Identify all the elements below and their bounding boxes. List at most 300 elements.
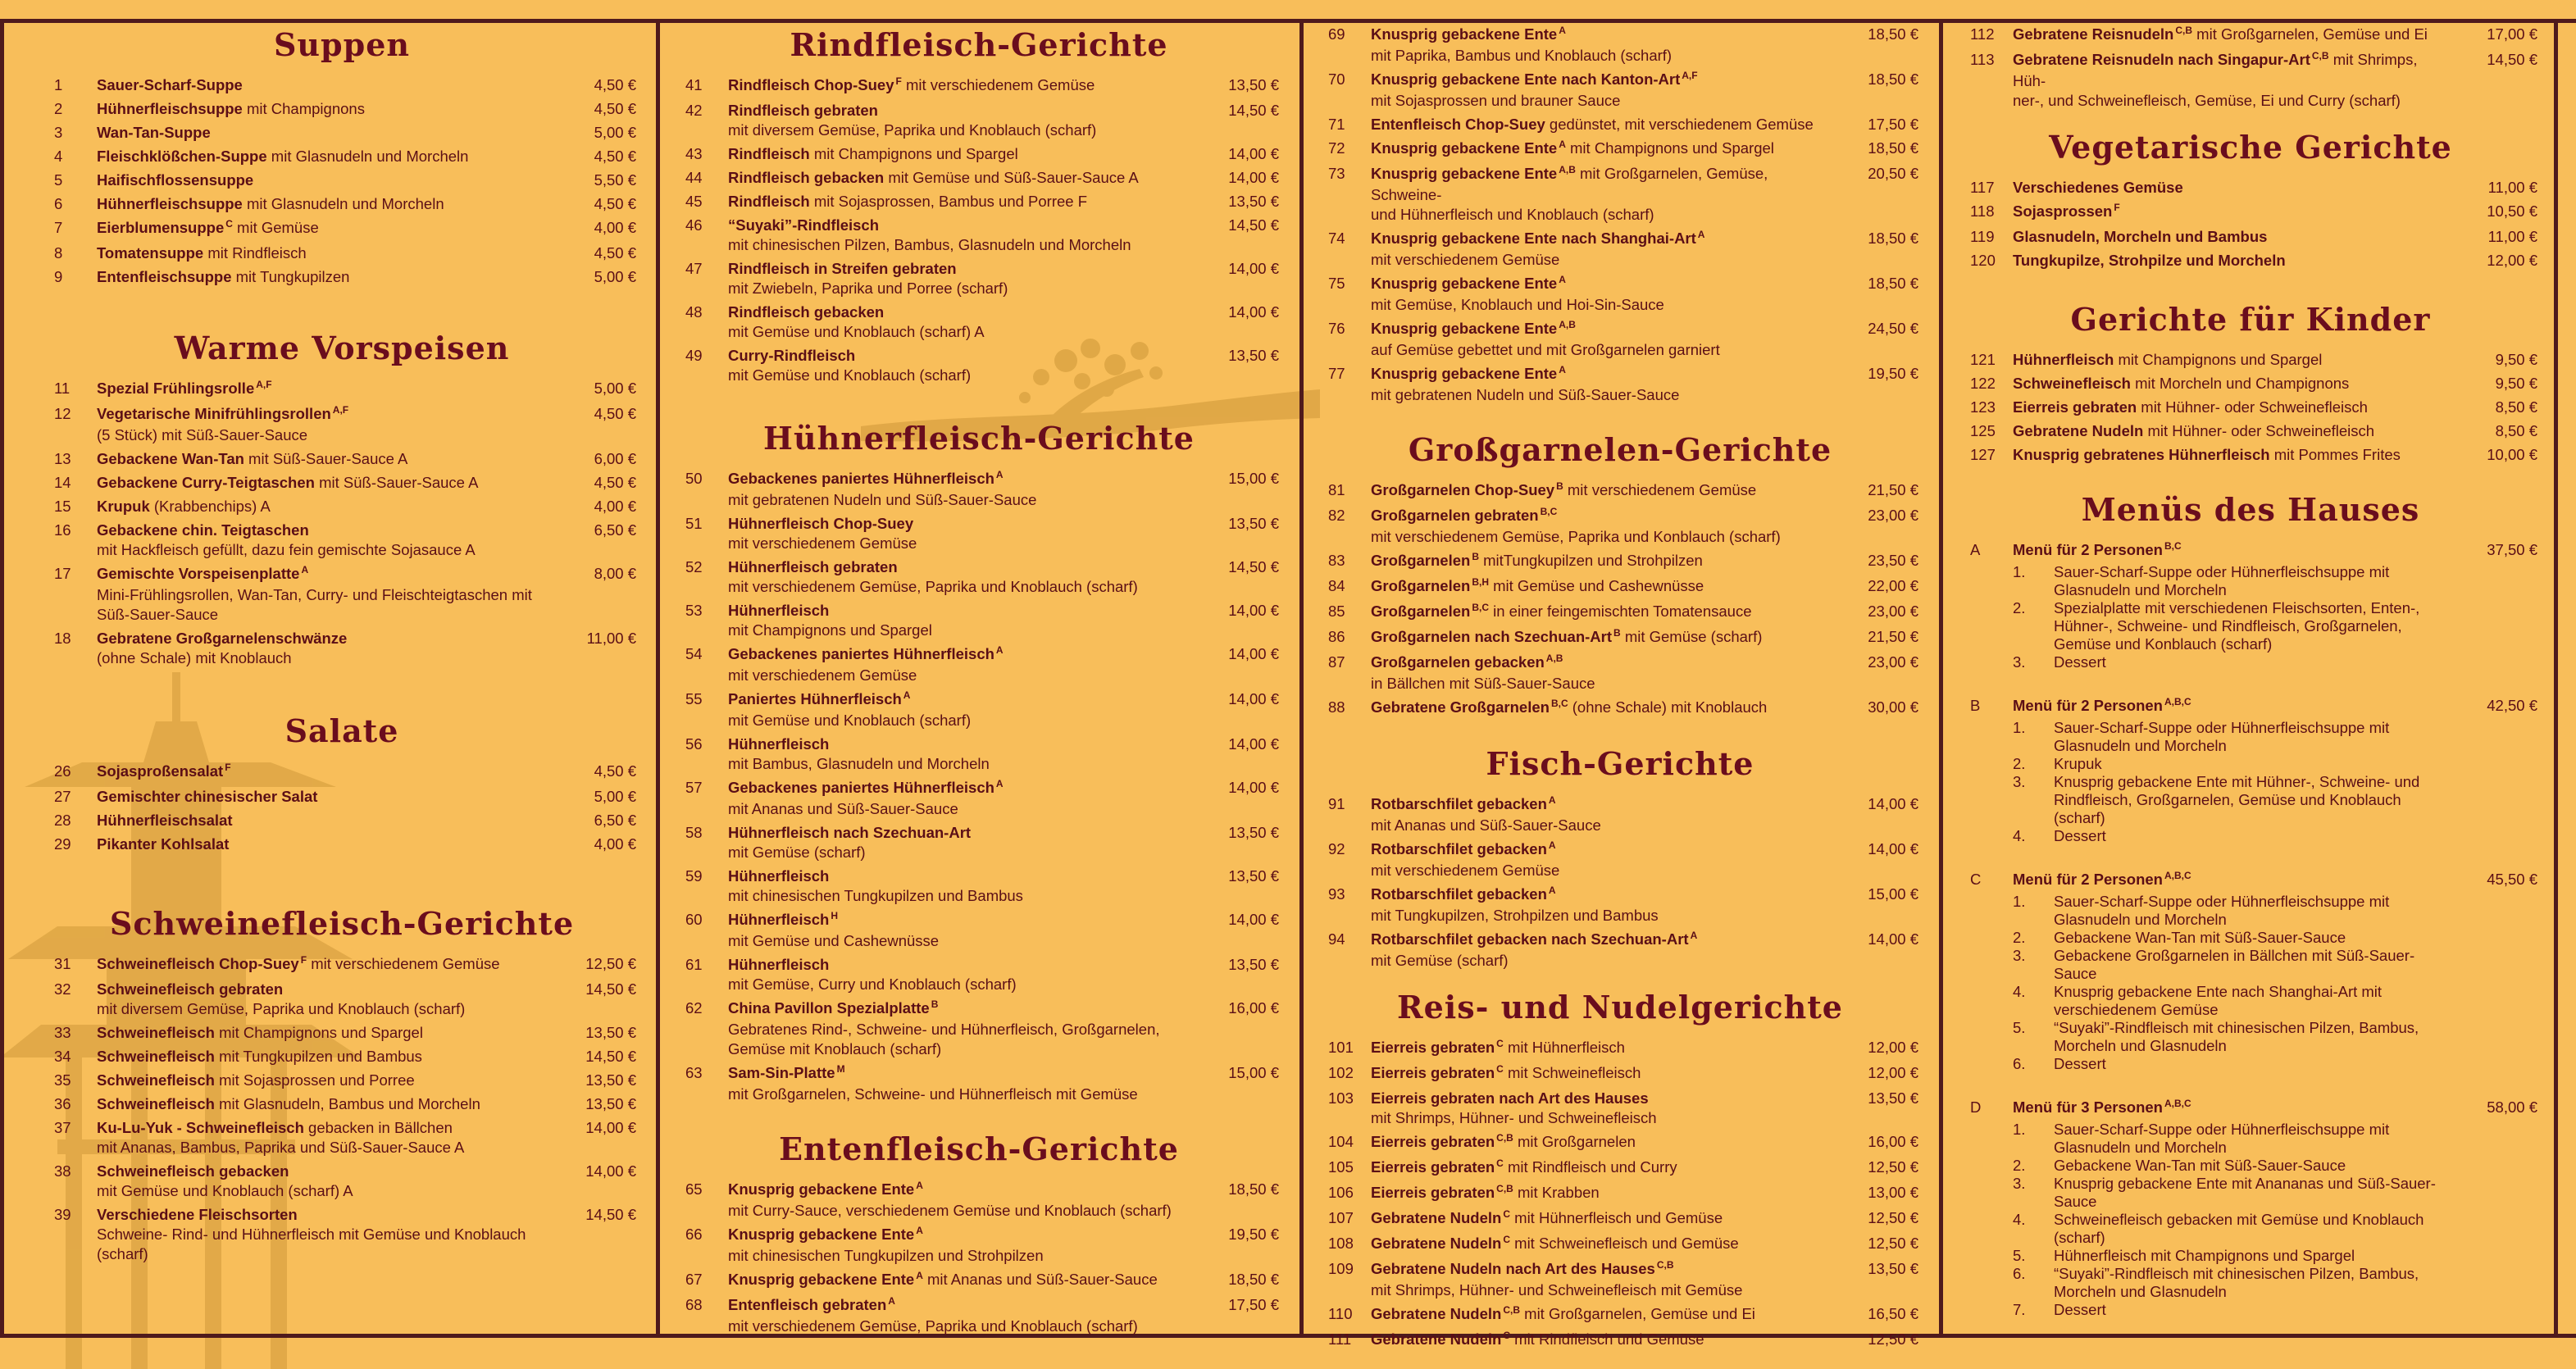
item-text: [97, 811, 546, 830]
item-allergen-tags: B,C: [2164, 540, 2182, 552]
item-name: Schweinefleisch gebacken: [97, 1162, 289, 1180]
menu-item: [1322, 1038, 1918, 1059]
item-name: Rotbarschfilet gebacken: [1371, 795, 1547, 812]
menu-courses: [2013, 563, 2447, 671]
item-text: [2013, 540, 2447, 671]
course-number: 6.: [2013, 1055, 2026, 1072]
item-price: 8,50 €: [2495, 398, 2537, 416]
item-name: Hühnerfleisch Chop-Suey: [728, 515, 914, 532]
item-allergen-tags: C: [225, 218, 233, 230]
item-detail: mit Gemüse und Süß-Sauer-Sauce A: [888, 169, 1139, 186]
item-allergen-tags: A: [916, 1270, 923, 1281]
item-price: 13,50 €: [1228, 193, 1279, 210]
item-text: [97, 1071, 546, 1090]
menu-course: [2013, 719, 2447, 755]
item-price: 12,00 €: [2487, 252, 2537, 269]
item-allergen-tags: F: [225, 762, 231, 773]
item-allergen-tags: B,C: [1550, 698, 1568, 709]
item-number: 37: [54, 1119, 71, 1136]
item-text: [728, 955, 1189, 994]
item-detail: mit Tungkupilzen und Bambus: [219, 1048, 422, 1065]
item-text: [97, 379, 546, 400]
item-allergen-tags: C: [1503, 1330, 1511, 1341]
item-name: Gebackene Curry-Teigtaschen: [97, 474, 315, 491]
item-text: [1371, 839, 1828, 880]
item-text: [2013, 421, 2447, 441]
item-text: [97, 521, 546, 560]
menu-item: [1322, 364, 1918, 405]
item-number: 76: [1328, 320, 1345, 337]
item-detail: mit Hühnerfleisch und Gemüse: [1514, 1209, 1723, 1226]
item-name: Gemischter chinesischer Salat: [97, 788, 318, 805]
item-text: [1371, 1259, 1828, 1300]
item-text: [1371, 1038, 1828, 1059]
item-detail: in einer feingemischten Tomatensauce: [1493, 603, 1752, 620]
item-allergen-tags: C,B: [2175, 25, 2193, 36]
item-name: Gemischte Vorspeisenplatte: [97, 565, 300, 582]
item-name: Rotbarschfilet gebacken: [1371, 885, 1547, 903]
item-name: Schweinefleisch: [97, 1071, 215, 1089]
menu-item: [48, 473, 636, 493]
item-detail: mit Morcheln und Champignons: [2135, 375, 2350, 392]
menu-course: [2013, 773, 2447, 827]
item-number: 68: [685, 1296, 703, 1313]
item-price: 12,00 €: [1868, 1064, 1918, 1081]
item-number: 58: [685, 824, 703, 841]
course-number: 7.: [2013, 1301, 2026, 1318]
item-price: 13,50 €: [585, 1095, 636, 1112]
item-name: Eierreis gebraten: [2013, 398, 2137, 416]
item-price: 13,50 €: [585, 1071, 636, 1089]
item-text: [2013, 398, 2447, 417]
item-text: [1371, 885, 1828, 926]
menu-item: [1964, 696, 2537, 845]
menu-item: [679, 689, 1279, 730]
section-title: Schweinefleisch-Gerichte: [109, 905, 575, 942]
menu-item: [1322, 1063, 1918, 1085]
item-number: 7: [54, 219, 63, 236]
item-price: 23,00 €: [1868, 507, 1918, 524]
item-name: Paniertes Hühnerfleisch: [728, 690, 902, 707]
item-description: mit Gemüse und Knoblauch (scharf) A: [728, 323, 985, 340]
item-number: 86: [1328, 628, 1345, 645]
item-text: [1371, 1208, 1828, 1230]
item-text: [2013, 350, 2447, 370]
item-text: [1371, 229, 1828, 270]
menu-course: [2013, 1121, 2447, 1157]
item-number: 48: [685, 303, 703, 321]
item-text: [728, 689, 1189, 730]
item-allergen-tags: A: [1559, 25, 1566, 36]
item-number: 49: [685, 347, 703, 364]
item-text: [728, 1270, 1189, 1291]
item-name: Gebackene chin. Teigtaschen: [97, 521, 309, 539]
item-name: Hühnerfleischsalat: [97, 812, 233, 829]
item-text: [1371, 115, 1828, 134]
item-text: [728, 823, 1189, 862]
item-number: 34: [54, 1048, 71, 1065]
item-allergen-tags: C,B: [1656, 1259, 1674, 1271]
item-number: 108: [1328, 1235, 1354, 1252]
menu-item: [679, 1180, 1279, 1221]
item-description: mit verschiedenem Gemüse: [728, 534, 917, 552]
item-number: 82: [1328, 507, 1345, 524]
course-text: Krupuk: [2054, 755, 2102, 772]
menu-item: [1964, 350, 2537, 370]
menu-item: [1964, 421, 2537, 441]
section-title: Hühnerfleisch-Gerichte: [763, 420, 1195, 457]
item-price: 9,50 €: [2495, 375, 2537, 392]
item-text: [1371, 319, 1828, 360]
course-number: 3.: [2013, 773, 2026, 790]
menu-item: [679, 192, 1279, 211]
menu-course: [2013, 947, 2447, 983]
item-price: 14,00 €: [585, 1119, 636, 1136]
item-allergen-tags: A,B,C: [2164, 1098, 2191, 1109]
item-text: [728, 168, 1189, 188]
menu-item: [1964, 25, 2537, 46]
item-allergen-tags: B,C: [1472, 602, 1489, 613]
item-text: [728, 1225, 1189, 1266]
course-text: Sauer-Scharf-Suppe oder Hühnerfleischsuppe mit Glasnudeln und Morcheln: [2054, 1121, 2390, 1156]
item-number: 36: [54, 1095, 71, 1112]
item-name: Gebratene Reisnudeln: [2013, 25, 2174, 43]
menu-courses: [2013, 893, 2447, 1073]
item-number: 70: [1328, 70, 1345, 88]
item-name: Gebratene Reisnudeln nach Singapur-Art: [2013, 51, 2310, 68]
item-number: 12: [54, 405, 71, 422]
item-price: 14,00 €: [1228, 690, 1279, 707]
item-text: [728, 514, 1189, 553]
menu-item: [679, 346, 1279, 385]
item-price: 18,50 €: [1868, 139, 1918, 157]
item-description: mit chinesischen Pilzen, Bambus, Glasnudeln und Morcheln: [728, 236, 1131, 253]
item-number: 14: [54, 474, 71, 491]
item-detail: mit Sojasprossen, Bambus und Porree F: [813, 193, 1088, 210]
item-number: 74: [1328, 230, 1345, 247]
item-price: 19,50 €: [1868, 365, 1918, 382]
item-name: Knusprig gebackene Ente: [1371, 139, 1558, 157]
item-text: [1371, 480, 1828, 502]
item-name: Tomatensuppe: [97, 244, 204, 262]
item-number: A: [1970, 541, 1981, 558]
course-number: 1.: [2013, 563, 2026, 580]
item-number: 119: [1970, 228, 1995, 245]
course-text: “Suyaki”-Rindfleisch mit chinesischen Pilzen, Bambus, Morcheln und Glasnudeln: [2054, 1019, 2419, 1054]
menu-item: [1964, 1098, 2537, 1319]
item-text: [2013, 50, 2447, 111]
item-allergen-tags: C: [1496, 1038, 1504, 1049]
menu-item: [48, 147, 636, 166]
item-number: 1: [54, 76, 63, 93]
menu-item: [679, 644, 1279, 685]
item-number: 43: [685, 145, 703, 162]
item-number: 33: [54, 1024, 71, 1041]
item-price: 17,50 €: [1228, 1296, 1279, 1313]
item-price: 4,50 €: [594, 76, 636, 93]
course-number: 1.: [2013, 1121, 2026, 1138]
item-price: 4,50 €: [594, 148, 636, 165]
menu-item: [1322, 1158, 1918, 1179]
item-name: Tungkupilze, Strohpilze und Morcheln: [2013, 252, 2286, 269]
item-name: Hühnerfleischsuppe: [97, 195, 243, 212]
item-number: 104: [1328, 1133, 1354, 1150]
item-description: mit Großgarnelen, Schweine- und Hühnerfleisch mit Gemüse: [728, 1085, 1138, 1103]
item-price: 18,50 €: [1868, 230, 1918, 247]
menu-item: [679, 216, 1279, 255]
item-text: [1371, 1063, 1828, 1085]
item-name: Großgarnelen nach Szechuan-Art: [1371, 628, 1612, 645]
item-name: Rindfleisch gebacken: [728, 169, 885, 186]
course-number: 3.: [2013, 1175, 2026, 1192]
item-text: [97, 449, 546, 469]
menu-course: [2013, 1301, 2447, 1319]
item-description: mit Gemüse und Knoblauch (scharf): [728, 712, 972, 729]
course-text: Hühnerfleisch mit Champignons und Spargel: [2054, 1247, 2355, 1264]
item-number: 45: [685, 193, 703, 210]
item-description: mit Hackfleisch gefüllt, dazu fein gemischte Sojasauce A: [97, 541, 476, 558]
item-name: Gebratene Nudeln: [2013, 422, 2144, 439]
item-allergen-tags: A: [995, 778, 1004, 789]
menu-item: [1322, 139, 1918, 160]
item-number: 9: [54, 268, 63, 285]
item-number: 57: [685, 779, 703, 796]
menu-item: [1322, 1089, 1918, 1128]
item-number: 107: [1328, 1209, 1354, 1226]
course-number: 2.: [2013, 929, 2026, 946]
item-name: Rindfleisch Chop-Suey: [728, 76, 894, 93]
menu-item: [679, 1270, 1279, 1291]
menu-item: [48, 218, 636, 239]
item-text: [97, 267, 546, 287]
item-text: [728, 346, 1189, 385]
item-text: [728, 778, 1189, 819]
item-price: 24,50 €: [1868, 320, 1918, 337]
item-number: 29: [54, 835, 71, 853]
item-number: 93: [1328, 885, 1345, 903]
menu-item: [48, 1094, 636, 1114]
item-text: [97, 1205, 546, 1264]
menu-item: [1322, 229, 1918, 270]
menu-column-3: [1322, 25, 1918, 1348]
item-text: [1371, 364, 1828, 405]
item-name: Großgarnelen gebacken: [1371, 653, 1545, 671]
section-title: Reis- und Nudelgerichte: [1397, 989, 1843, 1026]
item-description: mit Shrimps, Hühner- und Schweinefleisch mit Gemüse: [1371, 1281, 1743, 1299]
menu-item: [679, 1225, 1279, 1266]
item-number: 72: [1328, 139, 1345, 157]
item-price: 20,50 €: [1868, 165, 1918, 182]
item-name: Gebackenes paniertes Hühnerfleisch: [728, 470, 994, 487]
item-number: 101: [1328, 1039, 1354, 1056]
item-text: [97, 1118, 546, 1158]
item-description: mit Champignons und Spargel: [728, 621, 932, 639]
item-text: [728, 101, 1189, 140]
menu-item: [679, 259, 1279, 298]
item-text: [1371, 627, 1828, 648]
item-price: 13,50 €: [1228, 347, 1279, 364]
menu-section: [48, 711, 636, 854]
item-detail: mit Rindfleisch und Curry: [1507, 1158, 1677, 1176]
item-allergen-tags: A,F: [1682, 70, 1698, 81]
item-number: 50: [685, 470, 703, 487]
item-number: 8: [54, 244, 63, 262]
item-description: mit verschiedenem Gemüse: [728, 666, 917, 684]
item-text: [2013, 227, 2447, 247]
item-number: 103: [1328, 1089, 1354, 1107]
menu-section: [48, 25, 636, 287]
item-name: Knusprig gebackene Ente: [728, 1271, 915, 1288]
menu-item: [1964, 50, 2537, 111]
item-price: 4,50 €: [594, 762, 636, 780]
menu-column-2: [679, 25, 1279, 1336]
item-name: Knusprig gebackene Ente nach Kanton-Art: [1371, 70, 1681, 88]
item-number: 75: [1328, 275, 1345, 292]
item-text: [2013, 25, 2447, 46]
item-name: Eierreis gebraten: [1371, 1039, 1495, 1056]
item-allergen-tags: A: [1548, 885, 1556, 896]
menu-course: [2013, 1175, 2447, 1211]
item-number: 27: [54, 788, 71, 805]
item-price: 13,50 €: [1228, 76, 1279, 93]
item-detail: mit Schweinefleisch und Gemüse: [1514, 1235, 1739, 1252]
item-text: [97, 75, 546, 95]
item-name: Schweinefleisch Chop-Suey: [97, 955, 299, 972]
menu-item: [48, 1162, 636, 1201]
item-name: Gebratene Nudeln: [1371, 1209, 1502, 1226]
item-allergen-tags: C,B: [2311, 50, 2329, 61]
item-allergen-tags: B,C: [1540, 506, 1558, 517]
menu-item: [1322, 70, 1918, 111]
item-number: 46: [685, 216, 703, 234]
item-allergen-tags: B: [931, 998, 939, 1010]
menu-section: [1322, 25, 1918, 405]
item-allergen-tags: A: [1559, 274, 1566, 285]
item-detail: mit Gemüse (scharf): [1624, 628, 1763, 645]
item-text: [97, 629, 546, 668]
item-price: 4,00 €: [594, 498, 636, 515]
item-text: [728, 469, 1189, 510]
menu-column-4: [1964, 25, 2537, 1336]
item-number: 61: [685, 956, 703, 973]
item-detail: mit Süß-Sauer-Sauce A: [319, 474, 479, 491]
item-text: [97, 835, 546, 854]
item-allergen-tags: B: [1556, 480, 1563, 492]
item-detail: mit Glasnudeln und Morcheln: [271, 148, 469, 165]
item-text: [97, 1047, 546, 1067]
menu-item: [1322, 885, 1918, 926]
item-description: mit verschiedenem Gemüse: [1371, 862, 1560, 879]
item-text: [97, 980, 546, 1019]
item-name: Knusprig gebackene Ente nach Shanghai-Art: [1371, 230, 1696, 247]
item-text: [2013, 870, 2447, 1073]
menu-item: [1322, 930, 1918, 971]
item-text: [1371, 1183, 1828, 1204]
item-text: [728, 216, 1189, 255]
course-number: 3.: [2013, 653, 2026, 671]
item-allergen-tags: C,B: [1496, 1183, 1513, 1194]
section-title: Rindfleisch-Gerichte: [790, 26, 1168, 63]
course-number: 2.: [2013, 599, 2026, 616]
item-name: Knusprig gebackene Ente: [1371, 25, 1558, 43]
item-description: mit verschiedenem Gemüse, Paprika und Knoblauch (scharf): [728, 578, 1138, 595]
item-text: [728, 910, 1189, 951]
menu-item: [1322, 794, 1918, 835]
item-allergen-tags: A: [1697, 229, 1705, 240]
item-name: Entenfleischsuppe: [97, 268, 232, 285]
item-allergen-tags: H: [831, 910, 839, 921]
menu-item: [1322, 1183, 1918, 1204]
menu-item: [679, 998, 1279, 1059]
item-price: 10,50 €: [2487, 202, 2537, 220]
item-name: Menü für 2 Personen: [2013, 541, 2163, 558]
item-allergen-tags: A: [1690, 930, 1698, 941]
item-number: 11: [54, 380, 71, 397]
item-name: Hühnerfleisch: [728, 602, 830, 619]
item-name: Eierreis gebraten: [1371, 1133, 1495, 1150]
item-number: 44: [685, 169, 703, 186]
section-title: Warme Vorspeisen: [174, 330, 510, 366]
item-allergen-tags: A: [995, 469, 1004, 480]
section-title: Entenfleisch-Gerichte: [779, 1130, 1179, 1167]
item-price: 10,00 €: [2487, 446, 2537, 463]
item-number: 77: [1328, 365, 1345, 382]
course-text: Sauer-Scharf-Suppe oder Hühnerfleischsuppe mit Glasnudeln und Morcheln: [2054, 719, 2390, 754]
menu-course: [2013, 1211, 2447, 1247]
menu-item: [48, 194, 636, 214]
item-price: 12,50 €: [1868, 1209, 1918, 1226]
item-text: [1371, 139, 1828, 160]
course-number: 4.: [2013, 1211, 2026, 1228]
item-text: [1371, 274, 1828, 315]
item-allergen-tags: B,H: [1472, 576, 1489, 588]
item-price: 14,00 €: [1868, 930, 1918, 948]
item-price: 4,50 €: [594, 244, 636, 262]
item-name: Verschiedene Fleischsorten: [97, 1206, 298, 1223]
item-allergen-tags: C: [1503, 1208, 1511, 1220]
item-number: 105: [1328, 1158, 1354, 1176]
item-price: 37,50 €: [2487, 541, 2537, 558]
item-description: mit verschiedenem Gemüse: [1371, 251, 1560, 268]
item-text: [1371, 25, 1828, 66]
item-number: 55: [685, 690, 703, 707]
menu-item: [48, 629, 636, 668]
item-detail: (ohne Schale) mit Knoblauch: [1572, 698, 1768, 716]
menu-item: [1322, 839, 1918, 880]
item-price: 21,50 €: [1868, 481, 1918, 498]
item-price: 14,00 €: [1228, 911, 1279, 928]
menu-item: [1322, 115, 1918, 134]
menu-item: [1322, 319, 1918, 360]
item-allergen-tags: A: [1548, 794, 1556, 806]
menu-item: [1322, 1304, 1918, 1326]
item-name: Großgarnelen: [1371, 577, 1471, 594]
item-detail: mit Hühner- oder Schweinefleisch: [2147, 422, 2375, 439]
menu-item: [1322, 480, 1918, 502]
item-detail: mit Süß-Sauer-Sauce A: [248, 450, 408, 467]
item-price: 4,00 €: [594, 219, 636, 236]
item-price: 14,00 €: [1228, 779, 1279, 796]
item-number: 42: [685, 102, 703, 119]
item-description: mit Ananas und Süß-Sauer-Sauce: [728, 800, 958, 817]
item-name: Knusprig gebackene Ente: [1371, 320, 1558, 337]
item-text: [728, 302, 1189, 342]
item-text: [97, 1162, 546, 1201]
item-text: [728, 75, 1189, 97]
item-name: Gebackenes paniertes Hühnerfleisch: [728, 645, 994, 662]
course-text: Gebackene Großgarnelen in Bällchen mit Süß-Sauer-Sauce: [2054, 947, 2415, 982]
item-detail: mit Pommes Frites: [2273, 446, 2401, 463]
